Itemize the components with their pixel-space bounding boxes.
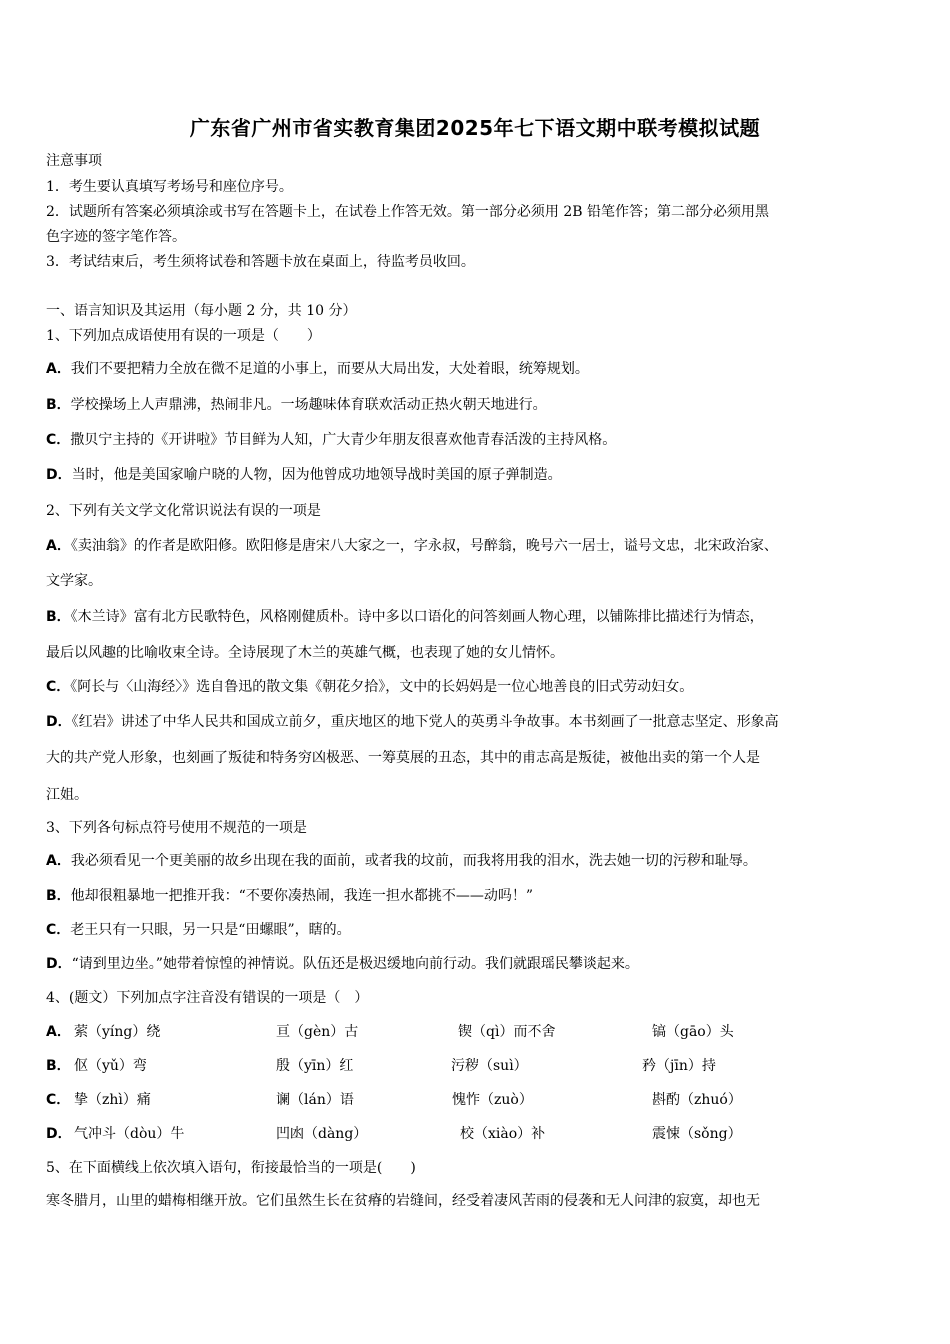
- option-label: C．: [46, 432, 71, 448]
- q3-option-d: [46, 954, 639, 974]
- option-text: 我必须看见一个更美丽的故乡出现在我的面前，或者我的坟前，而我将用我的泪水，洗去她一切的污秽和耻辱。: [70, 853, 757, 869]
- option-text: 学校操场上人声鼎沸，热闹非凡。一场趣味体育联欢活动正热火朝天地进行。: [70, 397, 547, 413]
- option-text: 《木兰诗》富有北方民歌特色，风格刚健质朴。诗中多以口语化的问答刻画人物心理，以铺陈排比描述行为情态，: [70, 609, 764, 625]
- pinyin-item: 殷（yīn）红: [276, 1058, 354, 1074]
- option-label: B．: [46, 397, 71, 413]
- q2-option-d-cont1: 大的共产党人形象，也刻画了叛徒和特务穷凶极恶、一筹莫展的丑态，其中的甫志高是叛徒，被他出卖的第一个人是: [46, 750, 760, 766]
- q2-option-a: [46, 536, 778, 556]
- option-text: “请到里边坐。”她带着惊惶的神情说。队伍还是极迟缓地向前行动。我们就跟瑶民攀谈起来。: [71, 956, 639, 972]
- page-title: 广东省广州市省实教育集团2025年七下语文期中联考模拟试题: [189, 116, 761, 140]
- pinyin-item: 震悚（sǒng）: [652, 1126, 742, 1142]
- option-label: A．: [46, 538, 71, 554]
- option-label: B．: [46, 888, 71, 904]
- notice-item-2-cont: 色字迹的签字笔作答。: [46, 229, 186, 245]
- pinyin-item: 伛（yǔ）弯: [74, 1058, 147, 1074]
- q1-option-d: [46, 465, 562, 485]
- option-label: D．: [46, 956, 72, 972]
- q2-option-b-cont: 最后以风趣的比喻收束全诗。全诗展现了木兰的英雄气概，也表现了她的女儿情怀。: [46, 645, 564, 661]
- pinyin-item: 污秽（suì）: [451, 1058, 528, 1074]
- q5-stem: 5、在下面横线上依次填入语句，衔接最恰当的一项是( ): [46, 1160, 416, 1176]
- q1-stem: 1、下列加点成语使用有误的一项是（ ）: [46, 328, 321, 344]
- option-text: 他却很粗暴地一把推开我：“不要你凑热闹，我连一担水都挑不——动吗！”: [70, 888, 533, 904]
- option-text: 《卖油翁》的作者是欧阳修。欧阳修是唐宋八大家之一，字永叔，号醉翁，晚号六一居士，谥号文忠，北宋政治家、: [70, 538, 778, 554]
- q2-option-b: [46, 607, 764, 627]
- option-label: A．: [46, 853, 71, 869]
- option-label: D．: [46, 1126, 72, 1142]
- notice-item-2: 2．试题所有答案必须填涂或书写在答题卡上，在试卷上作答无效。第一部分必须用 2B 铅笔作答；第二部分必须用黑: [46, 204, 769, 220]
- option-text: 当时，他是美国家喻户晓的人物，因为他曾成功地领导战时美国的原子弹制造。: [71, 467, 562, 483]
- section-heading: 一、语言知识及其运用（每小题 2 分，共 10 分）: [46, 303, 357, 319]
- q5-passage: 寒冬腊月，山里的蜡梅相继开放。它们虽然生长在贫瘠的岩缝间，经受着凄风苦雨的侵袭和无人问津的寂寞，却也无: [46, 1193, 760, 1209]
- option-label: C．: [46, 922, 71, 938]
- pinyin-item: 斟酌（zhuó）: [652, 1092, 742, 1108]
- q3-option-a: [46, 851, 757, 871]
- option-label: D．: [46, 714, 72, 730]
- pinyin-item: 挚（zhì）痛: [74, 1092, 151, 1108]
- option-text: 《红岩》讲述了中华人民共和国成立前夕，重庆地区的地下党人的英勇斗争故事。本书刻画了一批意志坚定、形象高: [71, 714, 779, 730]
- q3-option-c: [46, 920, 351, 940]
- option-label: B．: [46, 609, 71, 625]
- pinyin-item: 气冲斗（dòu）牛: [74, 1126, 185, 1142]
- q1-option-c: [46, 430, 616, 450]
- pinyin-item: 矜（jīn）持: [642, 1058, 716, 1074]
- pinyin-item: 愧怍（zuò）: [452, 1092, 533, 1108]
- option-label: B．: [46, 1058, 71, 1074]
- q2-option-a-cont: 文学家。: [46, 573, 102, 589]
- option-label: C．: [46, 1092, 71, 1108]
- q4-stem: 4、(题文）下列加点字注音没有错误的一项是（ ）: [46, 990, 369, 1006]
- q2-option-d-cont2: 江姐。: [46, 787, 88, 803]
- option-label: D．: [46, 467, 72, 483]
- option-text: 老王只有一只眼，另一只是“田螺眼”，瞎的。: [70, 922, 351, 938]
- q3-option-b: [46, 886, 533, 906]
- notice-item-3: 3．考试结束后，考生须将试卷和答题卡放在桌面上，待监考员收回。: [46, 254, 475, 270]
- pinyin-item: 亘（gèn）古: [276, 1024, 359, 1040]
- pinyin-item: 凹凼（dàng）: [276, 1126, 368, 1142]
- option-label: A．: [46, 1024, 71, 1040]
- pinyin-item: 谰（lán）语: [276, 1092, 354, 1108]
- option-text: 我们不要把精力全放在微不足道的小事上，而要从大局出发，大处着眼，统筹规划。: [70, 361, 589, 377]
- pinyin-item: 锲（qì）而不舍: [458, 1024, 556, 1040]
- pinyin-item: 萦（yíng）绕: [74, 1024, 161, 1040]
- q2-stem: 2、下列有关文学文化常识说法有误的一项是: [46, 503, 321, 519]
- q1-option-b: [46, 395, 547, 415]
- option-text: 《阿长与〈山海经〉》选自鲁迅的散文集《朝花夕拾》，文中的长妈妈是一位心地善良的旧式劳动妇女。: [70, 679, 694, 695]
- q2-option-d: [46, 712, 779, 732]
- pinyin-item: 校（xiào）补: [460, 1126, 546, 1142]
- notice-item-1: 1．考生要认真填写考场号和座位序号。: [46, 179, 293, 195]
- q1-option-a: [46, 359, 589, 379]
- q3-stem: 3、下列各句标点符号使用不规范的一项是: [46, 820, 307, 836]
- option-text: 撒贝宁主持的《开讲啦》节目鲜为人知，广大青少年朋友很喜欢他青春活泼的主持风格。: [70, 432, 617, 448]
- notice-heading: 注意事项: [46, 153, 102, 169]
- option-label: C．: [46, 679, 71, 695]
- q2-option-c: [46, 677, 693, 697]
- pinyin-item: 镐（gāo）头: [652, 1024, 734, 1040]
- option-label: A．: [46, 361, 71, 377]
